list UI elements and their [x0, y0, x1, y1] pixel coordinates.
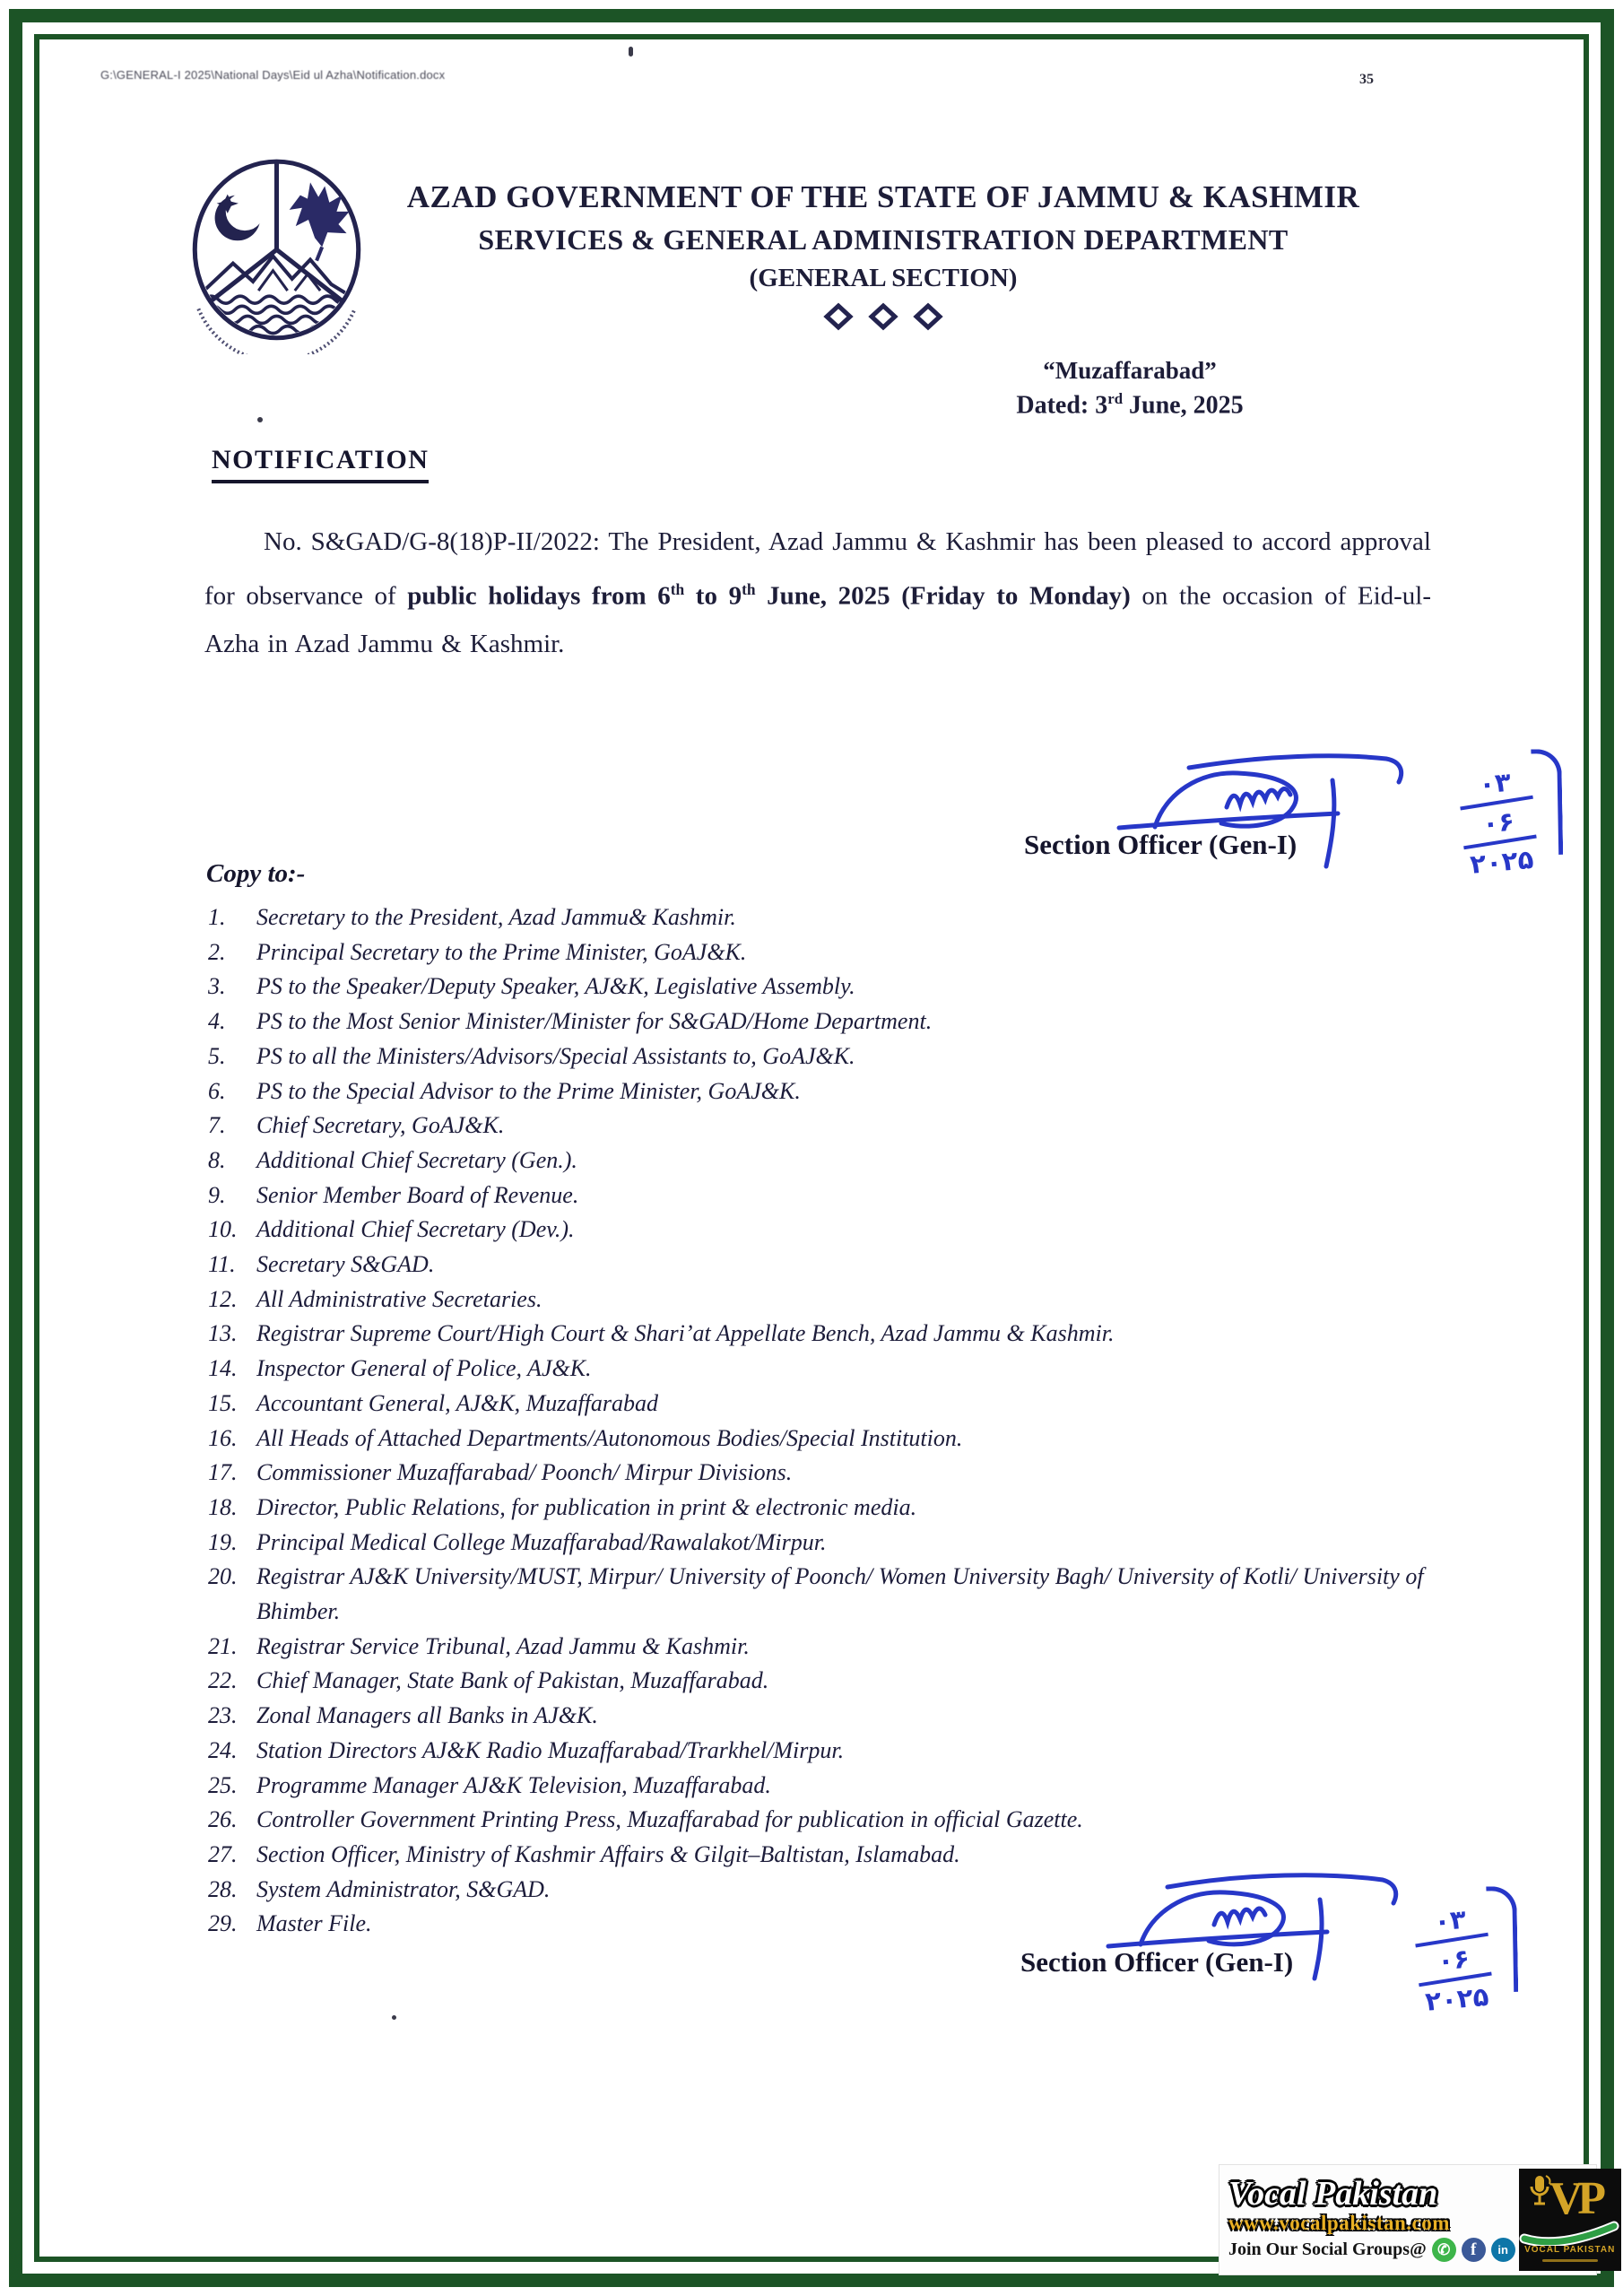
- item-text: Director, Public Relations, for publication in print & electronic media.: [256, 1493, 917, 1520]
- copy-to-list: [208, 900, 1456, 1942]
- item-number: 1.: [208, 904, 226, 930]
- social-groups-label: Join Our Social Groups@: [1228, 2239, 1427, 2259]
- body-segment: to 9: [684, 581, 742, 611]
- list-item: [208, 1422, 1456, 1457]
- body-segment: public holidays: [407, 581, 581, 611]
- item-text: Secretary to the President, Azad Jammu& Kashmir.: [256, 904, 736, 930]
- item-text: PS to the Most Senior Minister/Minister for S&GAD/Home Department.: [256, 1008, 933, 1035]
- body-segment: (Friday to Monday): [901, 581, 1131, 611]
- item-number: 25.: [208, 1771, 238, 1798]
- body-segment: th: [742, 580, 756, 598]
- vp-tagline: [1542, 2259, 1598, 2262]
- body-segment: 6: [657, 581, 671, 611]
- signature-flourish: [1531, 749, 1563, 856]
- list-item: [208, 1491, 1456, 1526]
- item-number: 14.: [208, 1355, 238, 1382]
- item-number: 20.: [208, 1563, 238, 1590]
- item-number: 4.: [208, 1008, 226, 1035]
- date-line: [950, 390, 1309, 420]
- item-text: Registrar AJ&K University/MUST, Mirpur/ University of Poonch/ Women University Bagh/ University of Kotli/ University of Bhimber.: [256, 1563, 1424, 1625]
- item-text: Chief Manager, State Bank of Pakistan, Muzaffarabad.: [256, 1667, 769, 1694]
- date-day: ۰۳: [1478, 766, 1513, 800]
- date-day: ۰۳: [1433, 1903, 1468, 1937]
- item-text: Commissioner Muzaffarabad/ Poonch/ Mirpur Divisions.: [256, 1459, 793, 1486]
- vp-logo-name: VOCAL PAKISTAN: [1524, 2245, 1616, 2255]
- item-text: Chief Secretary, GoAJ&K.: [256, 1112, 505, 1139]
- watermark-title: Vocal Pakistan: [1228, 2175, 1438, 2213]
- linkedin-icon: in: [1491, 2238, 1515, 2262]
- list-item: [208, 1456, 1456, 1491]
- handwritten-date-1: [1455, 764, 1541, 880]
- list-item: [208, 1004, 1456, 1039]
- body-segment: The President, Azad Jammu & Kashmir has been pleased to accord approval for observance of: [204, 527, 1431, 611]
- item-text: Inspector General of Police, AJ&K.: [256, 1355, 592, 1382]
- diamond-ornament: [816, 302, 950, 331]
- signature-flourish: [1486, 1886, 1518, 1993]
- item-number: 23.: [208, 1702, 238, 1729]
- item-text: Principal Medical College Muzaffarabad/Rawalakot/Mirpur.: [256, 1528, 827, 1555]
- item-number: 5.: [208, 1042, 226, 1069]
- copy-to-label: Copy to:-: [206, 859, 306, 888]
- list-item: [208, 1526, 1456, 1561]
- body-segment: on the occasion of Eid-ul-Azha in Azad Jammu & Kashmir.: [204, 581, 1432, 658]
- item-text: Controller Government Printing Press, Muzaffarabad for publication in official Gazette.: [256, 1806, 1083, 1833]
- flag-swoosh: [1519, 2219, 1621, 2246]
- date-month: ۰۶: [1480, 805, 1516, 839]
- item-number: 29.: [208, 1910, 238, 1937]
- item-text: Additional Chief Secretary (Gen.).: [256, 1146, 577, 1173]
- file-path-text: G:\GENERAL-I 2025\National Days\Eid ul Azha\Notification.docx: [100, 68, 446, 82]
- list-item: [208, 1317, 1456, 1352]
- scan-speck: [257, 417, 263, 422]
- item-number: 27.: [208, 1840, 238, 1867]
- page-number: 35: [1359, 72, 1374, 87]
- list-item: [208, 1664, 1456, 1699]
- item-number: 28.: [208, 1875, 238, 1902]
- item-number: 16.: [208, 1424, 238, 1451]
- scan-speck: [629, 47, 633, 57]
- list-item: [208, 1699, 1456, 1734]
- section-officer-label-1: Section Officer (Gen-I): [1024, 829, 1298, 860]
- list-item: [208, 1803, 1456, 1838]
- item-number: 22.: [208, 1667, 238, 1694]
- list-item: [208, 1769, 1456, 1804]
- list-item: [208, 1734, 1456, 1769]
- item-text: Secretary S&GAD.: [256, 1251, 435, 1278]
- list-item: [208, 935, 1456, 970]
- item-text: Master File.: [256, 1910, 372, 1937]
- letterhead-line3: (GENERAL SECTION): [749, 264, 1018, 292]
- date-suffix: June, 2025: [1123, 391, 1244, 420]
- section-officer-label-2: Section Officer (Gen-I): [1020, 1946, 1294, 1978]
- body-segment: No. S&GAD/G-8(18)P-II/2022:: [264, 527, 609, 556]
- list-item: [208, 1109, 1456, 1144]
- item-text: Registrar Service Tribunal, Azad Jammu & Kashmir.: [256, 1632, 750, 1659]
- facebook-icon: f: [1462, 2238, 1486, 2262]
- item-number: 24.: [208, 1736, 238, 1763]
- item-number: 18.: [208, 1493, 238, 1520]
- list-item: [208, 970, 1456, 1004]
- item-text: All Heads of Attached Departments/Autonomous Bodies/Special Institution.: [256, 1424, 963, 1451]
- item-number: 12.: [208, 1285, 238, 1312]
- list-item: [208, 1352, 1456, 1387]
- watermark-url: www.vocalpakistan.com: [1228, 2212, 1450, 2234]
- vp-monogram: VP: [1549, 2173, 1601, 2224]
- date-prefix: Dated: 3: [1016, 391, 1108, 420]
- item-number: 26.: [208, 1806, 238, 1833]
- letterhead-line2: SERVICES & GENERAL ADMINISTRATION DEPARTMENT: [478, 223, 1289, 256]
- item-number: 17.: [208, 1459, 238, 1486]
- notification-body: [204, 518, 1431, 668]
- item-text: PS to all the Ministers/Advisors/Special Assistants to, GoAJ&K.: [256, 1042, 855, 1069]
- item-number: 10.: [208, 1216, 238, 1243]
- list-item: [208, 900, 1456, 935]
- list-item: [208, 1074, 1456, 1109]
- list-item: [208, 1630, 1456, 1665]
- watermark-social-row: [1228, 2238, 1515, 2262]
- item-number: 6.: [208, 1077, 226, 1104]
- list-item: [208, 1283, 1456, 1318]
- item-text: Senior Member Board of Revenue.: [256, 1181, 579, 1208]
- date-year: ۲۰۲۵: [1469, 843, 1535, 880]
- item-text: Registrar Supreme Court/High Court & Shari’at Appellate Bench, Azad Jammu & Kashmir.: [256, 1320, 1115, 1347]
- item-number: 3.: [208, 973, 226, 1000]
- date-year: ۲۰۲۵: [1424, 1980, 1490, 2017]
- vocal-pakistan-watermark: [1219, 2165, 1616, 2274]
- item-text: Section Officer, Ministry of Kashmir Affairs & Gilgit–Baltistan, Islamabad.: [256, 1840, 960, 1867]
- notification-heading: NOTIFICATION: [212, 445, 429, 483]
- body-segment: June, 2025: [755, 581, 902, 611]
- list-item: [208, 1039, 1456, 1074]
- place-date-block: [950, 357, 1309, 420]
- item-number: 19.: [208, 1528, 238, 1555]
- date-month: ۰۶: [1436, 1943, 1471, 1977]
- item-number: 8.: [208, 1146, 226, 1173]
- item-text: Programme Manager AJ&K Television, Muzaffarabad.: [256, 1771, 771, 1798]
- item-number: 21.: [208, 1632, 238, 1659]
- body-segment: th: [670, 580, 685, 598]
- list-item: [208, 1144, 1456, 1178]
- whatsapp-icon: ✆: [1432, 2238, 1456, 2262]
- date-ordinal: rd: [1107, 390, 1124, 407]
- vocal-pakistan-logo: [1519, 2169, 1621, 2271]
- item-text: Zonal Managers all Banks in AJ&K.: [256, 1702, 598, 1729]
- place-name: “Muzaffarabad”: [1043, 357, 1217, 384]
- list-item: [208, 1178, 1456, 1213]
- item-text: Station Directors AJ&K Radio Muzaffarabad/Trarkhel/Mirpur.: [256, 1736, 845, 1763]
- item-text: All Administrative Secretaries.: [256, 1285, 542, 1312]
- item-text: System Administrator, S&GAD.: [256, 1875, 551, 1902]
- item-number: 15.: [208, 1389, 238, 1416]
- watermark-texts: [1219, 2165, 1519, 2274]
- list-item: [208, 1387, 1456, 1422]
- list-item: [208, 1213, 1456, 1248]
- item-number: 11.: [208, 1251, 236, 1278]
- item-number: 7.: [208, 1112, 226, 1139]
- letterhead: [287, 179, 1480, 335]
- body-segment: from: [580, 581, 658, 611]
- item-text: Accountant General, AJ&K, Muzaffarabad: [256, 1389, 658, 1416]
- scan-speck: [392, 2015, 396, 2020]
- list-item: [208, 1560, 1456, 1629]
- item-text: PS to the Speaker/Deputy Speaker, AJ&K, Legislative Assembly.: [256, 973, 855, 1000]
- item-text: Principal Secretary to the Prime Minister, GoAJ&K.: [256, 938, 747, 965]
- item-text: PS to the Special Advisor to the Prime Minister, GoAJ&K.: [256, 1077, 801, 1104]
- item-number: 9.: [208, 1181, 226, 1208]
- list-item: [208, 1248, 1456, 1283]
- handwritten-date-2: [1410, 1901, 1497, 2017]
- item-number: 2.: [208, 938, 226, 965]
- letterhead-line1: AZAD GOVERNMENT OF THE STATE OF JAMMU & KASHMIR: [406, 179, 1360, 214]
- item-number: 13.: [208, 1320, 238, 1347]
- item-text: Additional Chief Secretary (Dev.).: [256, 1216, 575, 1243]
